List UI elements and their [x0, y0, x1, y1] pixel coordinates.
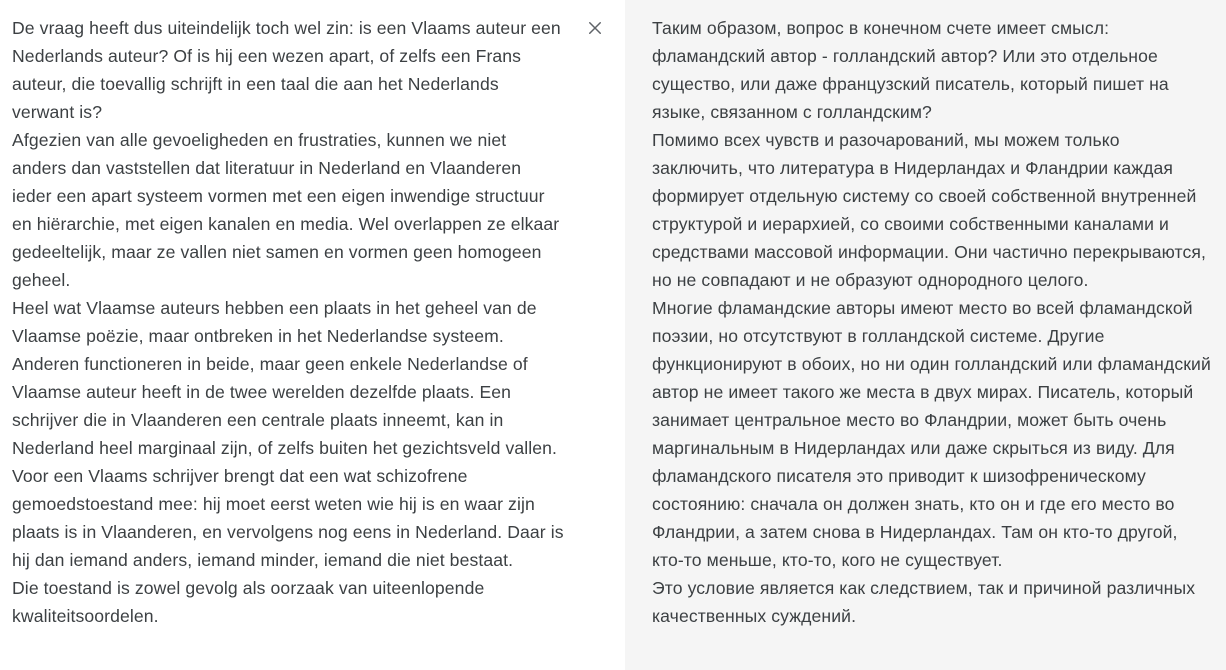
translation-text-panel [625, 0, 1226, 670]
clear-source-button[interactable] [581, 14, 609, 42]
source-text[interactable]: De vraag heeft dus uiteindelijk toch wel zin: is een Vlaams auteur een Nederlands auteur? Of is hij een wezen apart, of zelfs een Frans auteur, die toevallig schrijft in een taal die aan het Nederlands verwant is? Afgezien van alle gevoeligheden en frustraties, kunnen we niet anders dan vaststellen dat literatuur in Nederland en Vlaanderen ieder een apart systeem vormen met een eigen inwendige structuur en hiërarchie, met eigen kanalen en media. Wel overlappen ze elkaar gedeeltelijk, maar ze vallen niet samen en vormen geen homogeen geheel. Heel wat Vlaamse auteurs hebben een plaats in het geheel van de Vlaamse poëzie, maar ontbreken in het Nederlandse systeem. Anderen functioneren in beide, maar geen enkele Nederlandse of Vlaamse auteur heeft in de twee werelden dezelfde plaats. Een schrijver die in Vlaanderen een centrale plaats inneemt, kan in Nederland heel marginaal zijn, of zelfs buiten het gezichtsveld vallen. Voor een Vlaams schrijver brengt dat een wat schizofrene gemoedstoestand mee: hij moet eerst weten wie hij is en waar zijn plaats is in Vlaanderen, en vervolgens nog eens in Nederland. Daar is hij dan iemand anders, iemand minder, iemand die niet bestaat. Die toestand is zowel gevolg als oorzaak van uiteenlopende kwaliteitsoordelen. [12, 18, 564, 626]
close-icon [586, 19, 604, 37]
translation-text: Таким образом, вопрос в конечном счете имеет смысл: фламандский автор - голландский автор? Или это отдельное существо, или даже французский писатель, который пишет на языке, связанном с голландским? Помимо всех чувств и разочарований, мы можем только заключить, что литература в Нидерландах и Фландрии каждая формирует отдельную систему со своей собственной внутренней структурой и иерархией, со своими собственными каналами и средствами массовой информации. Они частично перекрываются, но не совпадают и не образуют однородного целого. Многие фламандские авторы имеют место во всей фламандской поэзии, но отсутствуют в голландской системе. Другие функционируют в обоих, но ни один голландский или фламандский автор не имеет такого же места в двух мирах. Писатель, который занимает центральное место во Фландрии, может быть очень маргинальным в Нидерландах или даже скрыться из виду. Для фламандского писателя это приводит к шизофреническому состоянию: сначала он должен знать, кто он и где его место во Фландрии, а затем снова в Нидерландах. Там он кто-то другой, кто-то меньше, кто-то, кого не существует. Это условие является как следствием, так и причиной различных качественных суждений. [652, 18, 1211, 626]
